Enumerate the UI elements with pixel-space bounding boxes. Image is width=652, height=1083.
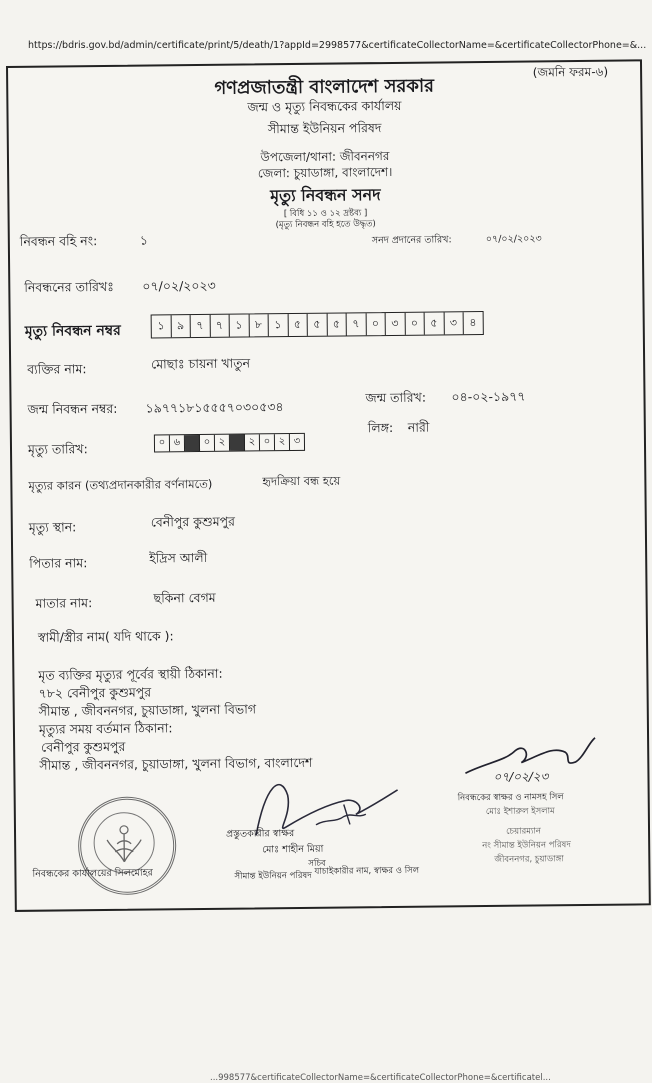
registrar-title: চেয়ারম্যান [505,826,542,837]
extract-note: (মৃত্যু নিবন্ধন বহি হতে উদ্ধৃত) [275,219,376,231]
registration-date-value: ০৭/০২/২০২৩ [142,277,216,294]
mother-name-value: ছকিনা বেগম [153,589,216,606]
issue-date-value: ০৭/০২/২০২৩ [485,233,542,245]
registrar-union: নং সীমান্ত ইউনিয়ন পরিষদ [482,840,571,852]
death-reg-no-label: মৃত্যু নিবন্ধন নম্বর [24,322,121,340]
reg-digit-cell: ৮ [249,314,269,336]
death-date-label: মৃত্যু তারিখ: [27,441,88,457]
upazila: উপজেলা/থানা: জীবননগর [260,148,390,165]
issue-date-label: সনদ প্রদানের তারিখ: [371,234,452,247]
death-date-boxes [154,433,305,453]
present-address-label: মৃত্যুর সময় বর্তমান ঠিকানা: [38,720,173,737]
reg-digit-cell: ৫ [288,314,308,336]
date-digit-cell: ২ [275,434,290,450]
reg-digit-cell: ৩ [386,313,406,335]
date-digit-cell: ৬ [170,435,185,451]
reg-digit-cell: ১ [152,315,172,337]
spouse-name-label: স্বামী/স্ত্রীর নাম( যদি থাকে ): [37,628,174,645]
rule-reference: [ বিধি ১১ ও ১২ দ্রষ্টব্য ] [283,208,368,220]
register-book-label: নিবন্ধন বহি নং: [19,233,98,249]
permanent-address-label: মৃত ব্যক্তির মৃত্যুর পূর্বের স্থায়ী ঠিকানা: [38,665,223,683]
reg-digit-cell: ৪ [469,316,477,330]
birth-reg-no-value: ১৯৭৭১৮১৫৫৫৭০৩০৫৩৪ [145,399,284,416]
registrar-place: জীবননগর, চুয়াডাঙ্গা [494,854,564,865]
date-digit-cell: ২ [215,435,230,451]
death-place-label: মৃত্যু স্থান: [28,519,77,535]
date-digit-cell: ৩ [293,435,301,448]
permanent-address-line1: ৭৮২ বেনীপুর কুশুমপুর [38,684,152,701]
checker-label: যাচাইকারীর নাম, স্বাক্ষর ও সিল [314,865,420,877]
dob-label: জন্ম তারিখ: [365,389,427,406]
reg-digit-cell: ৭ [347,313,367,335]
registrar-label: নিবন্ধকের স্বাক্ষর ও নামসহ সিল [457,792,564,804]
secretary-name: মোঃ শাহীন মিয়া [262,843,324,856]
reg-digit-cell: ৭ [191,315,211,337]
date-separator-cell [230,435,245,451]
dob-value: ০৪-০২-১৯৭৭ [451,388,526,405]
present-address-line1: বেনীপুর কুশুমপুর [41,738,126,755]
certificate-title: মৃত্যু নিবন্ধন সনদ [270,185,381,206]
death-place-value: বেনীপুর কুশুমপুর [150,513,236,530]
union-name: সীমান্ত ইউনিয়ন পরিষদ [267,120,382,137]
registrar-name: মোঃ ইশারুল ইসলাম [485,806,555,818]
date-digit-cell: ২ [245,434,260,450]
gender-value: নারী [407,419,430,435]
present-address-line2: সীমান্ত , জীবননগর, চুয়াডাঙ্গা, খুলনা বিভাগ, বাংলাদেশ [39,754,313,773]
registrar-handwritten-date: ০৭/০২/২৩ [493,769,549,784]
register-book-value: ১ [139,232,149,248]
preparer-label: প্রস্তুতকারীর স্বাক্ষর [225,828,295,840]
browser-url-bottom: ...998577&certificateCollectorName=&certificateCollectorPhone=&certificatel... [210,1073,551,1083]
death-certificate [6,59,651,912]
form-number: (জমনি ফরম-৬) [532,64,609,80]
reg-digit-cell: ০ [405,313,425,335]
reg-digit-cell: ৯ [171,315,191,337]
reg-digit-cell: ৩ [444,312,464,334]
reg-digit-cell: ১ [230,314,250,336]
cause-label: মৃত্যুর কারন (তথ্যপ্রদানকারীর বর্ণনামতে) [28,476,213,493]
gender-label: লিঙ্গ: [367,419,394,436]
person-name-label: ব্যক্তির নাম: [27,361,87,377]
government-title: গণপ্রজাতন্ত্রী বাংলাদেশ সরকার [214,75,435,99]
reg-digit-cell: ১ [269,314,289,336]
date-digit-cell: ০ [200,435,215,451]
browser-url-top: https://bdris.gov.bd/admin/certificate/print/5/death/1?appId=2998577&certificateCollectorName=&certificateCollectorPhone=&... [28,40,647,51]
secretary-title: সচিব [308,858,326,869]
father-name-value: ইদ্রিস আলী [149,549,208,566]
mother-name-label: মাতার নাম: [35,595,93,611]
cause-value: হৃদক্রিয়া বন্ধ হয়ে [262,473,341,489]
reg-digit-cell: ৫ [425,312,445,334]
person-name-value: মোছাঃ চায়না খাতুন [151,355,251,372]
date-separator-cell [185,435,200,451]
father-name-label: পিতার নাম: [29,555,88,571]
office-name: জন্ম ও মৃত্যু নিবন্ধকের কার্যালয় [247,97,402,115]
seal-label: নিবন্ধকের কার্যালয়ের সিলমোহর [32,867,153,880]
district: জেলা: চুয়াডাঙ্গা, বাংলাদেশ। [257,164,393,181]
date-digit-cell: ০ [260,434,275,450]
reg-digit-cell: ৭ [210,315,230,337]
registration-date-label: নিবন্ধনের তারিখঃ [24,278,114,295]
permanent-address-line2: সীমান্ত , জীবননগর, চুয়াডাঙ্গা, খুলনা বিভাগ [38,701,257,719]
date-digit-cell: ০ [155,435,170,451]
death-reg-no-boxes [151,311,484,338]
birth-reg-no-label: জন্ম নিবন্ধন নম্বর: [27,400,118,417]
reg-digit-cell: ০ [366,313,386,335]
reg-digit-cell: ৫ [308,314,328,336]
secretary-union: সীমান্ত ইউনিয়ন পরিষদ [234,870,312,882]
reg-digit-cell: ৫ [327,313,347,335]
